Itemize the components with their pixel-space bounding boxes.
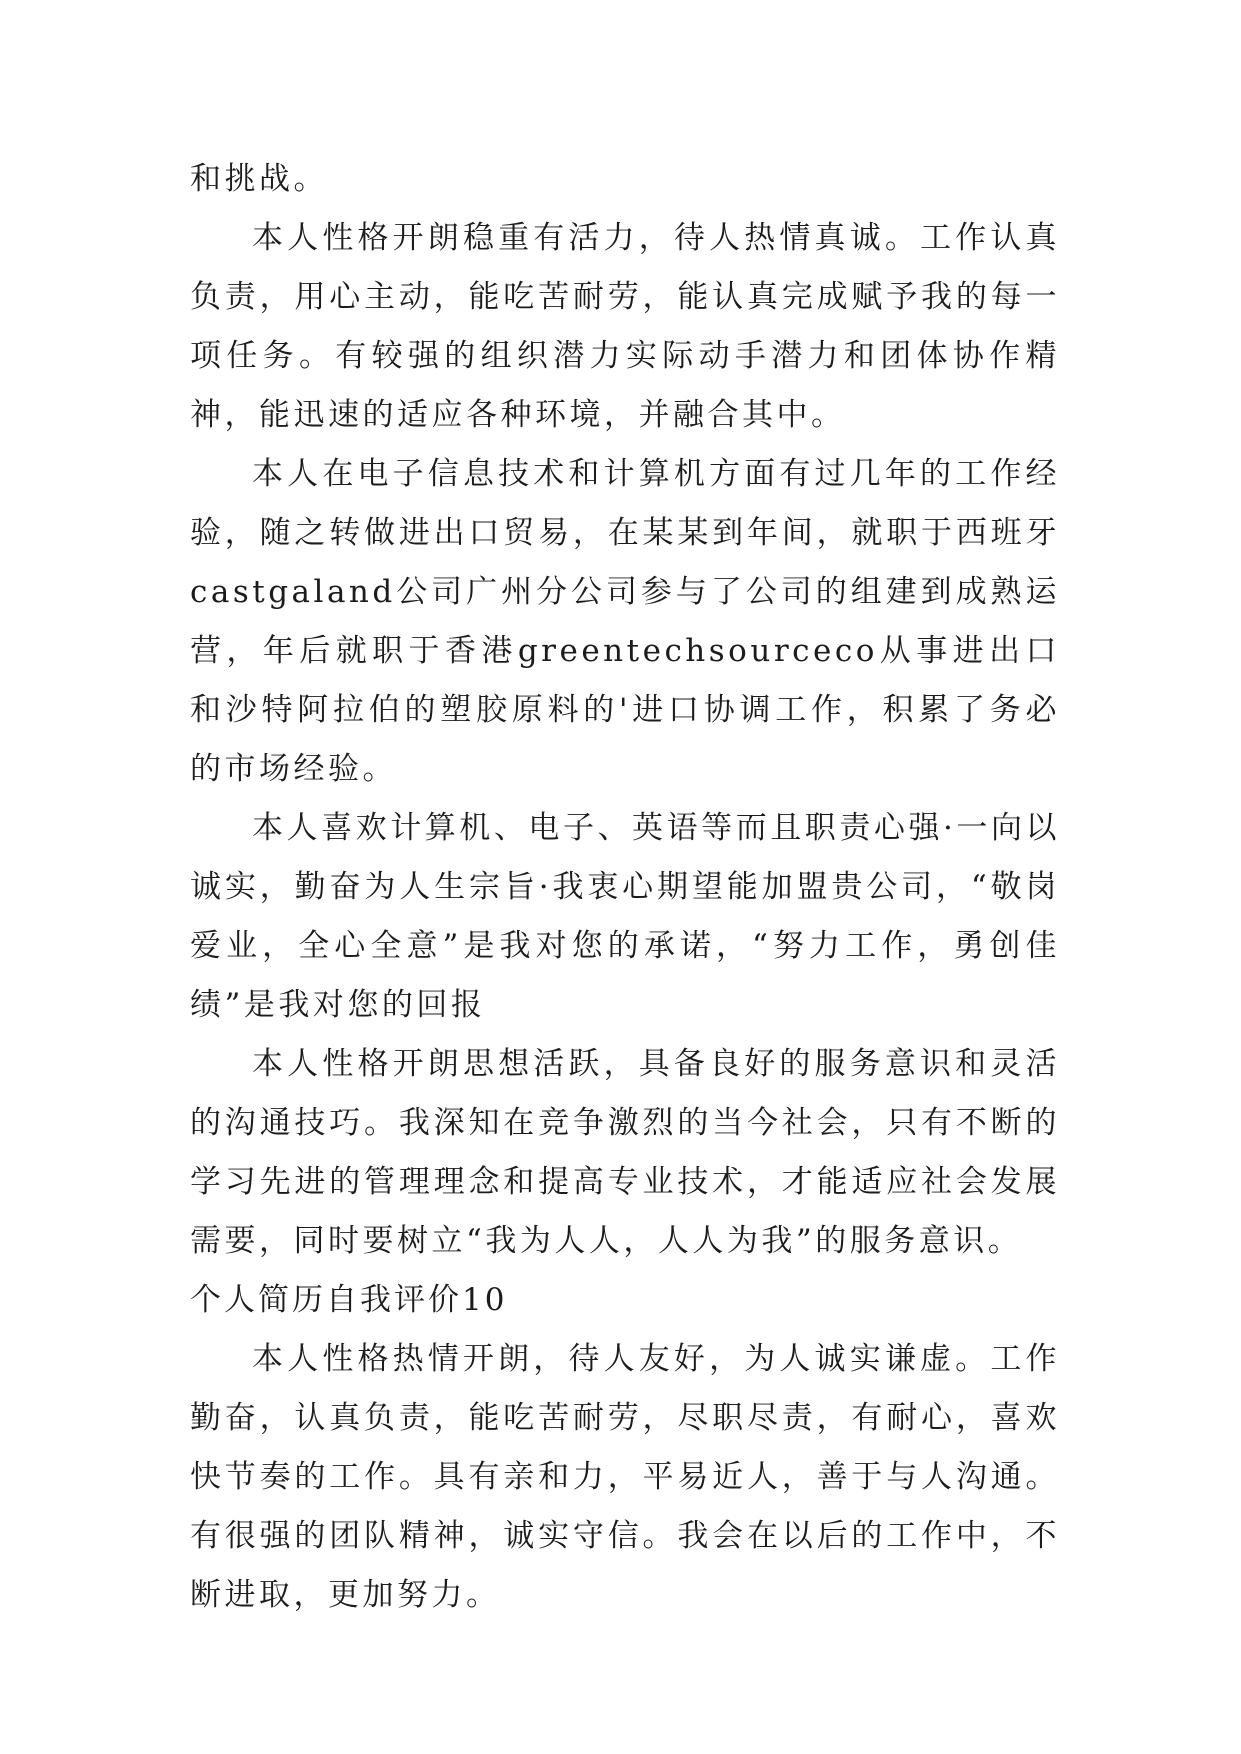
paragraph-continuation: 和挑战。 — [190, 161, 328, 197]
paragraph-interests: 本人喜欢计算机、电子、英语等而且职责心强·一向以诚实，勤奋为人生宗旨·我衷心期望能加盟贵公司，“敬岗爱业，全心全意”是我对您的承诺，“努力工作，勇创佳绩”是我对您的回报 — [190, 810, 1060, 1023]
paragraph-personality-1: 本人性格开朗稳重有活力，待人热情真诚。工作认真负责，用心主动，能吃苦耐劳，能认真完成赋予我的每一项任务。有较强的组织潜力实际动手潜力和团体协作精神，能迅速的适应各种环境，并融合其中。 — [190, 220, 1060, 433]
document-body — [190, 150, 1060, 1625]
paragraph-service: 本人性格开朗思想活跃，具备良好的服务意识和灵活的沟通技巧。我深知在竞争激烈的当今社会，只有不断的学习先进的管理理念和提高专业技术，才能适应社会发展需要，同时要树立“我为人人，人人为我”的服务意识。 — [190, 1046, 1060, 1259]
paragraph-personality-2: 本人性格热情开朗，待人友好，为人诚实谦虚。工作勤奋，认真负责，能吃苦耐劳，尽职尽责，有耐心，喜欢快节奏的工作。具有亲和力，平易近人，善于与人沟通。有很强的团队精神，诚实守信。我会在以后的工作中，不断进取，更加努力。 — [190, 1341, 1060, 1613]
section-heading-10: 个人简历自我评价10 — [190, 1282, 508, 1318]
paragraph-experience: 本人在电子信息技术和计算机方面有过几年的工作经验，随之转做进出口贸易，在某某到年间，就职于西班牙castgaland公司广州分公司参与了公司的组建到成熟运营，年后就职于香港greentechsourceco从事进出口和沙特阿拉伯的塑胶原料的'进口协调工作，积累了务必的市场经验。 — [190, 456, 1060, 787]
